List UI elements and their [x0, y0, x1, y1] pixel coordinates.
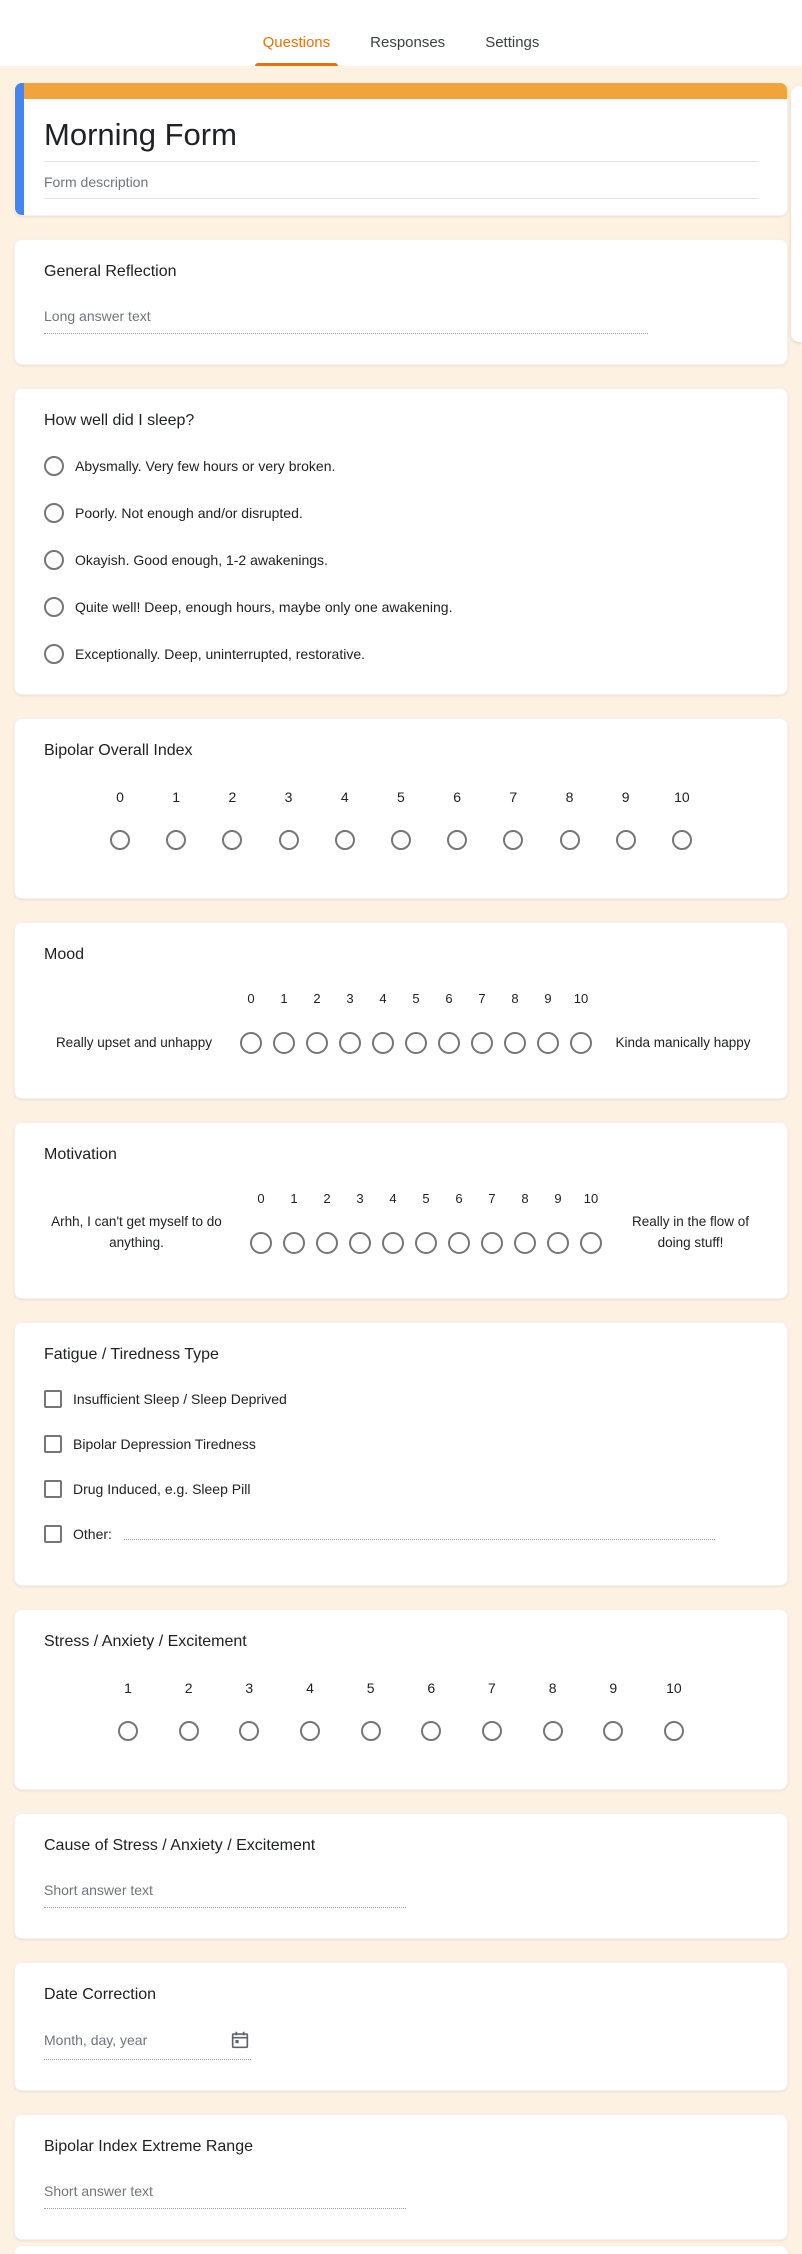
long-answer-placeholder: Long answer text	[44, 308, 648, 334]
scale-value-label: 0	[247, 991, 255, 1006]
scale-radio-circle[interactable]	[316, 1232, 338, 1254]
scale-value-label: 5	[366, 1680, 375, 1696]
question-card-sleep-quality[interactable]	[14, 388, 788, 695]
radio-option-row	[44, 503, 758, 523]
scale-radio-circle[interactable]	[560, 830, 580, 850]
question-title[interactable]: Stress / Anxiety / Excitement	[44, 1633, 247, 1650]
scale-radio-circle[interactable]	[339, 1032, 361, 1054]
scale-value-label: 5	[422, 1191, 430, 1206]
scale-value-label: 0	[116, 789, 124, 805]
scale-option	[239, 991, 263, 1054]
radio-option-row	[44, 597, 758, 617]
scale-option	[315, 1191, 339, 1254]
radio-button[interactable]	[44, 550, 64, 570]
scale-value-label: 10	[666, 1680, 682, 1696]
scale-value-label: 1	[124, 1680, 132, 1696]
scale-radio-circle[interactable]	[448, 1232, 470, 1254]
form-header-body	[15, 99, 787, 215]
scale-radio-circle[interactable]	[222, 830, 242, 850]
option-label[interactable]: Poorly. Not enough and/or disrupted.	[75, 505, 303, 521]
radio-button[interactable]	[44, 503, 64, 523]
scale-option	[114, 1680, 142, 1741]
scale-option	[536, 991, 560, 1054]
scale-radio-circle[interactable]	[438, 1032, 460, 1054]
scale-radio-circle[interactable]	[306, 1032, 328, 1054]
question-card-general-reflection[interactable]	[14, 239, 788, 365]
scale-value-label: 1	[172, 789, 181, 805]
linear-scale	[44, 789, 758, 850]
scale-value-label: 10	[583, 1191, 599, 1206]
scale-option	[539, 1680, 567, 1741]
date-answer-row	[44, 2029, 251, 2060]
scale-option	[503, 991, 527, 1054]
checkbox[interactable]	[44, 1390, 62, 1408]
radio-option-row	[44, 456, 758, 476]
scale-option	[437, 991, 461, 1054]
scale-value-label: 5	[397, 789, 405, 805]
calendar-icon	[229, 2029, 251, 2051]
checkbox[interactable]	[44, 1525, 62, 1543]
scale-value-label: 7	[488, 1191, 496, 1206]
scale-value-label: 9	[554, 1191, 562, 1206]
scale-radio-circle[interactable]	[503, 830, 523, 850]
scale-radio-circle[interactable]	[391, 830, 411, 850]
scale-option	[556, 789, 584, 850]
scale-radio-circle[interactable]	[179, 1721, 199, 1741]
scale-option	[443, 789, 471, 850]
option-label[interactable]: Insufficient Sleep / Sleep Deprived	[73, 1391, 287, 1407]
theme-color-bar	[15, 83, 787, 99]
scale-low-label[interactable]: Really upset and unhappy	[55, 1035, 213, 1051]
scale-option	[668, 789, 696, 850]
short-answer-placeholder: Short answer text	[44, 2183, 406, 2209]
question-card-bipolar-extreme-range[interactable]	[14, 2114, 788, 2240]
scale-radio-circle[interactable]	[514, 1232, 536, 1254]
radio-button[interactable]	[44, 644, 64, 664]
form-description-input[interactable]: Form description	[44, 174, 759, 199]
scale-radio-circle[interactable]	[504, 1032, 526, 1054]
scale-value-label: 2	[313, 991, 321, 1006]
scale-option	[612, 789, 640, 850]
scale-option	[162, 789, 190, 850]
scale-value-label: 7	[478, 991, 486, 1006]
checkbox-option-row-other	[44, 1525, 758, 1543]
scale-option	[282, 1191, 306, 1254]
linear-scale-labeled	[44, 991, 758, 1054]
question-card-bipolar-overall-index[interactable]	[14, 718, 788, 899]
checkbox-option-row	[44, 1435, 758, 1453]
scale-value-label: 1	[290, 1191, 298, 1206]
form-title-input[interactable]: Morning Form	[44, 116, 759, 162]
scale-option	[414, 1191, 438, 1254]
scale-radio-circle[interactable]	[335, 830, 355, 850]
scale-option	[272, 991, 296, 1054]
form-column	[14, 82, 788, 2240]
scale-radio-circle[interactable]	[382, 1232, 404, 1254]
scale-value-label: 5	[412, 991, 420, 1006]
question-card-fatigue-type[interactable]	[14, 1322, 788, 1586]
scale-radio-circle[interactable]	[471, 1032, 493, 1054]
form-header-card[interactable]	[14, 82, 788, 216]
scale-option	[348, 1191, 372, 1254]
scale-radio-circle[interactable]	[239, 1721, 259, 1741]
linear-scale	[239, 991, 593, 1054]
scale-value-label: 6	[427, 1680, 436, 1696]
scale-value-label: 7	[488, 1680, 496, 1696]
scale-radio-circle[interactable]	[570, 1032, 592, 1054]
linear-scale	[44, 1680, 758, 1741]
scale-option	[331, 789, 359, 850]
scale-value-label: 3	[346, 991, 354, 1006]
tab-responses[interactable]: Responses	[370, 34, 446, 51]
question-title[interactable]: Motivation	[44, 1146, 117, 1163]
scale-radio-circle[interactable]	[537, 1032, 559, 1054]
scale-low-label[interactable]: Arhh, I can't get myself to do anything.	[51, 1213, 222, 1251]
scale-value-label: 4	[389, 1191, 397, 1206]
scale-high-label[interactable]: Kinda manically happy	[615, 1035, 751, 1051]
scale-radio-circle[interactable]	[664, 1721, 684, 1741]
linear-scale-labeled	[44, 1191, 758, 1254]
scale-radio-circle[interactable]	[405, 1032, 427, 1054]
scale-option	[447, 1191, 471, 1254]
scale-value-label: 8	[511, 991, 519, 1006]
scale-value-label: 4	[306, 1680, 314, 1696]
scale-value-label: 8	[548, 1680, 557, 1696]
scale-option	[480, 1191, 504, 1254]
option-label[interactable]: Okayish. Good enough, 1-2 awakenings.	[75, 552, 328, 568]
option-label[interactable]: Drug Induced, e.g. Sleep Pill	[73, 1481, 251, 1497]
scale-option	[305, 991, 329, 1054]
scale-value-label: 4	[340, 789, 349, 805]
scale-value-label: 2	[228, 789, 237, 805]
question-title[interactable]: General Reflection	[44, 263, 177, 280]
scale-option	[546, 1191, 570, 1254]
scale-option	[249, 1191, 273, 1254]
scale-value-label: 10	[674, 789, 690, 805]
scale-option	[338, 991, 362, 1054]
scale-radio-circle[interactable]	[240, 1032, 262, 1054]
scale-option	[579, 1191, 603, 1254]
form-tabs-bar	[0, 0, 802, 66]
scale-option	[357, 1680, 385, 1741]
scale-option	[660, 1680, 688, 1741]
scale-value-label: 8	[565, 789, 574, 805]
question-card-motivation[interactable]	[14, 1122, 788, 1299]
scale-value-label: 3	[284, 789, 293, 805]
scale-radio-circle[interactable]	[482, 1721, 502, 1741]
radio-option-row	[44, 550, 758, 570]
scale-option	[569, 991, 593, 1054]
scale-option	[404, 991, 428, 1054]
scale-value-label: 9	[609, 1680, 618, 1696]
scale-value-label: 2	[323, 1191, 331, 1206]
scale-radio-circle[interactable]	[447, 830, 467, 850]
scale-radio-circle[interactable]	[421, 1721, 441, 1741]
scale-value-label: 6	[453, 789, 462, 805]
checkbox[interactable]	[44, 1480, 62, 1498]
scale-value-label: 3	[245, 1680, 254, 1696]
scale-radio-circle[interactable]	[349, 1232, 371, 1254]
scale-option	[218, 789, 246, 850]
scale-radio-circle[interactable]	[616, 830, 636, 850]
scale-option	[296, 1680, 324, 1741]
scale-option	[478, 1680, 506, 1741]
scale-radio-circle[interactable]	[603, 1721, 623, 1741]
scale-radio-circle[interactable]	[279, 830, 299, 850]
question-card-mood[interactable]	[14, 922, 788, 1099]
scale-radio-circle[interactable]	[250, 1232, 272, 1254]
floating-question-toolbar[interactable]	[791, 86, 802, 342]
question-title[interactable]: How well did I sleep?	[44, 412, 195, 429]
option-label[interactable]: Exceptionally. Deep, uninterrupted, restorative.	[75, 646, 366, 662]
scale-radio-circle[interactable]	[118, 1721, 138, 1741]
selected-card-stripe	[15, 83, 24, 215]
scale-radio-circle[interactable]	[110, 830, 130, 850]
scale-radio-circle[interactable]	[547, 1232, 569, 1254]
question-title[interactable]: Date Correction	[44, 1986, 157, 2003]
option-label[interactable]: Abysmally. Very few hours or very broken.	[75, 458, 336, 474]
scale-radio-circle[interactable]	[580, 1232, 602, 1254]
scale-option	[275, 789, 303, 850]
checkbox-option-row	[44, 1390, 758, 1408]
scale-value-label: 4	[379, 991, 387, 1006]
scale-option	[381, 1191, 405, 1254]
scale-radio-circle[interactable]	[372, 1032, 394, 1054]
scale-value-label: 3	[356, 1191, 364, 1206]
scale-radio-circle[interactable]	[283, 1232, 305, 1254]
scale-value-label: 9	[621, 789, 630, 805]
option-label[interactable]: Quite well! Deep, enough hours, maybe only one awakening.	[75, 599, 453, 615]
scale-radio-circle[interactable]	[672, 830, 692, 850]
scale-option	[513, 1191, 537, 1254]
option-label[interactable]: Other:	[73, 1526, 112, 1542]
question-card-partial[interactable]	[14, 2246, 788, 2254]
question-card-cause-of-stress[interactable]	[14, 1813, 788, 1939]
scale-value-label: 0	[257, 1191, 265, 1206]
checkbox-option-row	[44, 1480, 758, 1498]
scale-option	[235, 1680, 263, 1741]
radio-button[interactable]	[44, 456, 64, 476]
question-title[interactable]: Bipolar Index Extreme Range	[44, 2138, 253, 2155]
question-title[interactable]: Bipolar Overall Index	[44, 742, 193, 759]
scale-radio-circle[interactable]	[166, 830, 186, 850]
tab-settings[interactable]: Settings	[485, 34, 540, 51]
other-answer-line[interactable]	[124, 1539, 715, 1540]
question-title[interactable]: Fatigue / Tiredness Type	[44, 1346, 219, 1363]
scale-radio-circle[interactable]	[481, 1232, 503, 1254]
checkbox[interactable]	[44, 1435, 62, 1453]
scale-value-label: 10	[573, 991, 589, 1006]
scale-radio-circle[interactable]	[273, 1032, 295, 1054]
question-card-stress-anxiety-excitement[interactable]	[14, 1609, 788, 1790]
question-card-date-correction[interactable]	[14, 1962, 788, 2091]
scale-value-label: 7	[509, 789, 518, 805]
date-placeholder: Month, day, year	[44, 2032, 148, 2048]
short-answer-placeholder: Short answer text	[44, 1882, 406, 1908]
scale-value-label: 6	[455, 1191, 463, 1206]
question-title[interactable]: Cause of Stress / Anxiety / Excitement	[44, 1837, 316, 1854]
scale-value-label: 6	[445, 991, 453, 1006]
scale-option	[470, 991, 494, 1054]
scale-option	[599, 1680, 627, 1741]
scale-option	[499, 789, 527, 850]
scale-option	[387, 789, 415, 850]
scale-radio-circle[interactable]	[415, 1232, 437, 1254]
scale-radio-circle[interactable]	[300, 1721, 320, 1741]
option-label[interactable]: Bipolar Depression Tiredness	[73, 1436, 256, 1452]
scale-value-label: 9	[544, 991, 552, 1006]
question-title[interactable]: Mood	[44, 946, 85, 963]
scale-value-label: 8	[521, 1191, 529, 1206]
linear-scale	[249, 1191, 603, 1254]
radio-option-row	[44, 644, 758, 664]
scale-value-label: 2	[184, 1680, 193, 1696]
scale-radio-circle[interactable]	[543, 1721, 563, 1741]
scale-option	[371, 991, 395, 1054]
scale-option	[106, 789, 134, 850]
scale-value-label: 1	[280, 991, 288, 1006]
tab-questions[interactable]: Questions	[255, 34, 339, 66]
scale-radio-circle[interactable]	[361, 1721, 381, 1741]
scale-option	[175, 1680, 203, 1741]
scale-option	[417, 1680, 445, 1741]
radio-button[interactable]	[44, 597, 64, 617]
scale-high-label[interactable]: Really in the flow of doing stuff!	[631, 1213, 750, 1251]
